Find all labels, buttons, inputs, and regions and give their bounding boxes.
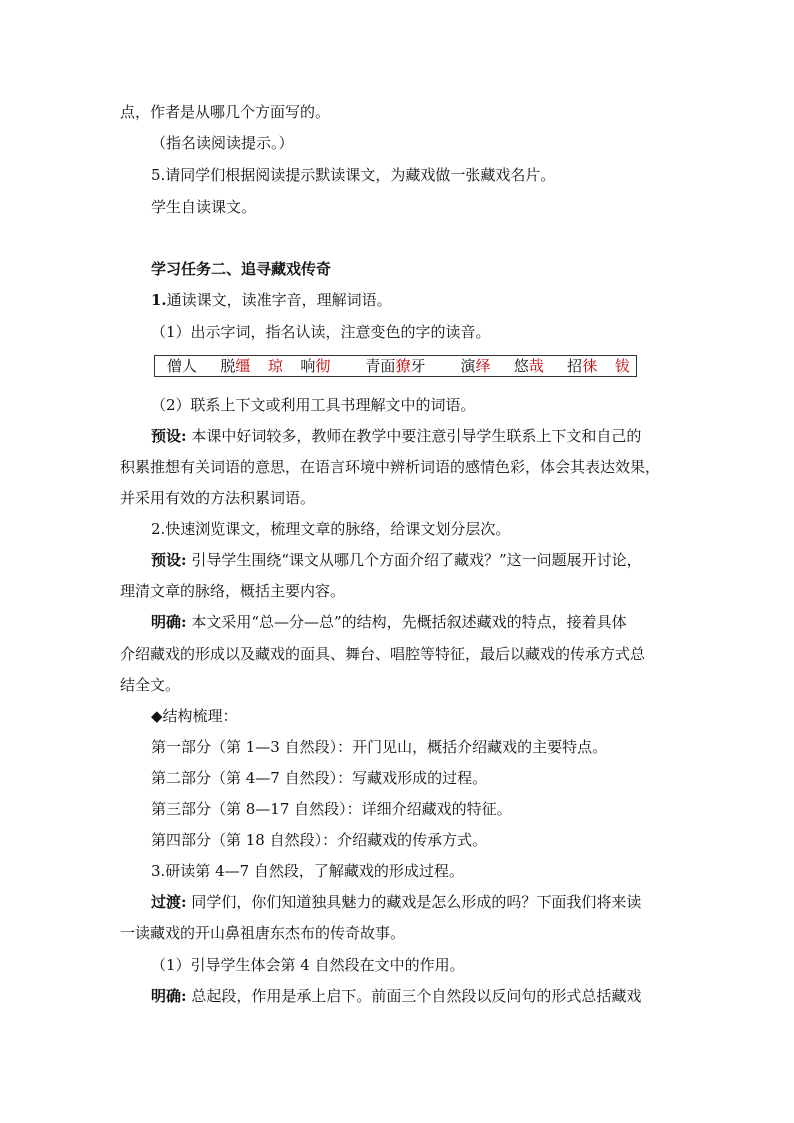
paragraph-line: 介绍藏戏的形成以及藏戏的面具、舞台、唱腔等特征，最后以藏戏的传承方式总 (120, 645, 646, 663)
clarify-label: 明确: (151, 613, 187, 631)
vocab-highlight-char: 徕 (582, 357, 598, 375)
vocab-word (342, 356, 449, 377)
structure-heading: ◆结构梳理： (151, 707, 238, 725)
vocab-word (155, 356, 209, 377)
vocab-highlight-char: 獠 (395, 357, 411, 375)
task-item-1 (151, 290, 392, 310)
task-item-3: 3.研读第 4—7 自然段，了解藏戏的形成过程。 (151, 862, 464, 880)
task-number: 1. (151, 291, 167, 309)
preset-label: 预设: (151, 427, 187, 445)
sub-item: （1）引导学生体会第 4 自然段在文中的作用。 (151, 956, 465, 974)
preset-paragraph (151, 426, 641, 446)
transition-paragraph (151, 892, 641, 912)
transition-label: 过渡: (151, 893, 187, 911)
vocab-word (262, 356, 289, 377)
paragraph-line: 学生自读课文。 (151, 198, 257, 216)
vocab-highlight-char: 缰 (235, 357, 251, 375)
paragraph-line: 一读藏戏的开山鼻祖唐东杰布的传奇故事。 (120, 924, 406, 942)
vocab-highlight-char: 彻 (315, 357, 331, 375)
paragraph-text: 总起段，作用是承上启下。前面三个自然段以反问句的形式总括藏戏 (186, 987, 642, 1005)
sub-item: （1）出示字词，指名认读，注意变色的字的读音。 (151, 323, 491, 341)
structure-item: 第一部分（第 1—3 自然段）：开门见山，概括介绍藏戏的主要特点。 (151, 738, 608, 756)
vocab-word (609, 356, 637, 377)
vocab-word (289, 356, 342, 377)
preset-paragraph (151, 550, 642, 570)
task-text: 通读课文，读准字音，理解词语。 (166, 291, 392, 309)
paragraph-text: 本文采用“总—分—总”的结构，先概括叙述藏戏的特点，接着具体 (186, 613, 627, 631)
vocabulary-table (154, 355, 637, 377)
vocab-highlight-char: 钹 (614, 357, 630, 375)
structure-item: 第三部分（第 8—17 自然段）：详细介绍藏戏的特征。 (151, 800, 512, 818)
section-heading: 学习任务二、追寻藏戏传奇 (151, 260, 332, 278)
paragraph-line: 结全文。 (120, 676, 181, 694)
task-item-2: 2.快速浏览课文，梳理文章的脉络，给课文划分层次。 (151, 520, 511, 538)
preset-label: 预设: (151, 551, 187, 569)
paragraph-line: 理清文章的脉络，概括主要内容。 (120, 582, 346, 600)
clarify-label: 明确: (151, 987, 187, 1005)
vocab-highlight-char: 绎 (475, 357, 491, 375)
paragraph-line: 5.请同学们根据阅读提示默读课文，为藏戏做一张藏戏名片。 (151, 166, 556, 184)
paragraph-line: 点，作者是从哪几个方面写的。 (120, 103, 331, 121)
vocab-word (556, 356, 609, 377)
vocab-char: 招 (567, 357, 583, 375)
structure-item: 第四部分（第 18 自然段）：介绍藏戏的传承方式。 (151, 831, 488, 849)
sub-item: （2）联系上下文或利用工具书理解文中的词语。 (151, 396, 476, 414)
clarify-paragraph (151, 986, 641, 1006)
vocab-word (449, 356, 502, 377)
vocab-char: 悠 (513, 357, 529, 375)
vocab-char: 脱 (220, 357, 236, 375)
vocab-char: 牙 (410, 357, 426, 375)
paragraph-line: 积累推想有关词语的意思，在语言环境中辨析词语的感情色彩，体会其表达效果， (120, 458, 661, 476)
vocab-char: 响 (300, 357, 316, 375)
vocab-highlight-char: 哉 (528, 357, 544, 375)
vocab-highlight-char: 琼 (267, 357, 283, 375)
vocab-word (209, 356, 262, 377)
vocab-char: 青面 (365, 357, 396, 375)
clarify-paragraph (151, 612, 627, 632)
paragraph-line: 并采用有效的方法积累词语。 (120, 489, 316, 507)
structure-item: 第二部分（第 4—7 自然段）：写藏戏形成的过程。 (151, 769, 488, 787)
paragraph-line: （指名读阅读提示。） (151, 134, 294, 152)
vocab-char: 僧人 (166, 357, 197, 375)
vocab-word (502, 356, 555, 377)
paragraph-text: 同学们，你们知道独具魅力的藏戏是怎么形成的吗？下面我们将来读 (186, 893, 642, 911)
vocabulary-row (155, 356, 637, 377)
vocab-char: 演 (460, 357, 476, 375)
paragraph-text: 引导学生围绕“课文从哪几个方面介绍了藏戏？”这一问题展开讨论， (186, 551, 642, 569)
paragraph-text: 本课中好词较多，教师在教学中要注意引导学生联系上下文和自己的 (186, 427, 642, 445)
